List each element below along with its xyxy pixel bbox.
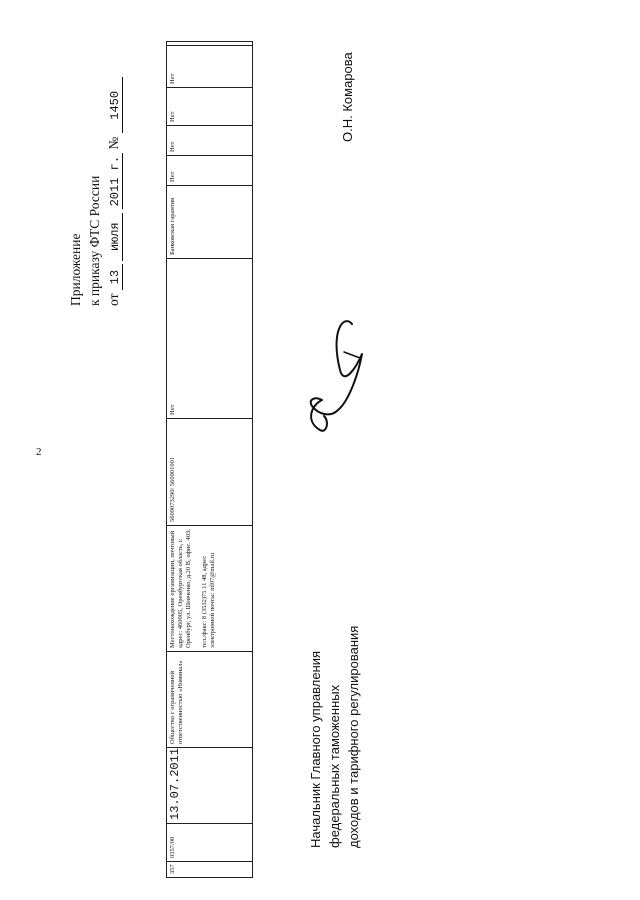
table-row [167,42,253,878]
from-label: от [106,293,121,306]
appendix-order-ref: к приказу ФТС России [87,175,102,306]
cell-org-name: Общество с ограниченной ответственностью «Номинал» [167,652,253,748]
registry-table-wrapper [166,42,253,878]
cell-none-1: Нет [167,259,253,419]
cell-date: 13.07.2011 [167,748,253,824]
position-line-3: доходов и тарифного регулирования [346,625,361,848]
address-part-1: Местонахождение организации, почтовый адрес: 460005, Оренбургская область, г. Оренбург, ул. Шевченко, д.20 В, офис. 403; [169,528,192,648]
cell-none-4: Нет [167,88,253,126]
cell-guarantee: Банковская гарантия [167,186,253,259]
cell-none-5: Нет [167,46,253,88]
cell-num: 357 [167,862,253,878]
handwritten-signature [300,310,370,440]
order-number: 1450 [108,77,123,133]
appendix-header [66,56,123,306]
date-year: 2011 г. [108,153,123,209]
number-label: № [106,136,121,150]
cell-address [167,526,253,652]
page-number: 2 [36,446,42,458]
registry-table [166,41,253,878]
cell-empty [167,42,253,46]
appendix-date-line [104,56,123,306]
position-title [306,626,363,848]
signatory-name: О.Н. Комарова [340,52,355,142]
cell-none-3: Нет [167,126,253,156]
address-part-2: тел./факс: 8 (3532)75 11 48, адрес электронной почты: ntl07@mail.ru [201,552,216,648]
appendix-title: Приложение [68,233,83,306]
position-line-2: федеральных таможенных [327,684,342,848]
cell-reg-number: 0357/00 [167,824,253,862]
date-day: 13 [108,264,123,290]
date-month: июля [108,213,123,261]
cell-none-2: Нет [167,156,253,186]
cell-inn-kpp: 5609073290/ 560901001 [167,419,253,526]
position-line-1: Начальник Главного управления [308,650,323,848]
